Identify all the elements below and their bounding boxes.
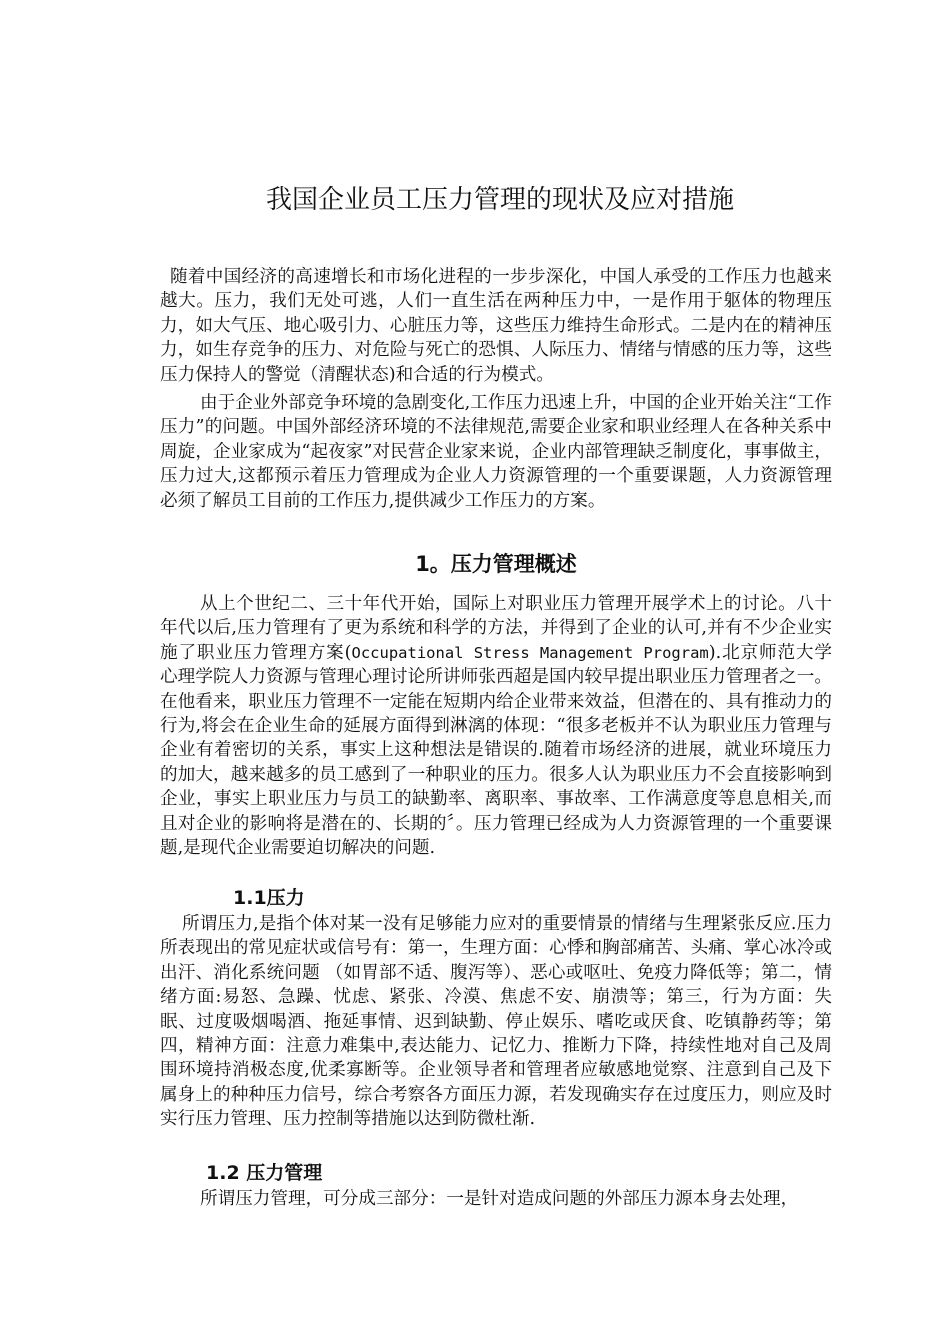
section-1-paragraph — [160, 592, 832, 860]
section-1-text-part1: 从上个世纪二、三十年代开始，国际上对职业压力管理开展学术上的讨论。八十年代以后,压力管理有了更为系统和科学的方法，并得到了企业的认可,并有不少企业实施了职业压力管理方案( — [160, 594, 832, 663]
section-1-text-part2: ).北京师范大学心理学院人力资源与管理心理讨论所讲师张西超是国内较早提出职业压力管理者之一。在他看来，职业压力管理不一定能在短期内给企业带来效益，但潜在的、具有推动力的行为,将会在企业生命的延展方面得到淋漓的体现：“很多老板并不认为职业压力管理与企业有着密切的关系，事实上这种想法是错误的.随着市场经济的进展，就业环境压力的加大，越来越多的员工感到了一种职业的压力。很多人认为职业压力不会直接影响到企业，事实上职业压力与员工的缺勤率、离职率、事故率、工作满意度等息息相关,而且对企业的影响将是潜在的、长期的〞。压力管理已经成为人力资源管理的一个重要课题,是现代企业需要迫切解决的问题. — [160, 642, 832, 859]
intro-paragraph-1: 随着中国经济的高速增长和市场化进程的一步步深化，中国人承受的工作压力也越来越大。压力，我们无处可逃，人们一直生活在两种压力中，一是作用于躯体的物理压力，如大气压、地心吸引力、心脏压力等，这些压力维持生命形式。二是内在的精神压力，如生存竞争的压力、对危险与死亡的恐惧、人际压力、情绪与情感的压力等，这些压力保持人的警觉（清醒状态)和合适的行为模式。 — [160, 267, 832, 385]
section-1-2-heading: 1.2 压力管理 — [206, 1162, 323, 1184]
section-1-1-paragraph: 所谓压力,是指个体对某一没有足够能力应对的重要情景的情绪与生理紧张反应.压力所表现出的常见症状或信号有：第一，生理方面：心悸和胸部痛苦、头痛、掌心冰冷或出汗、消化系统问题 （如胃部不适、腹泻等）、恶心或呕吐、免疫力降低等；第二，情绪方面:易怒、急躁、忧虑、紧张、冷漠、焦虑不安、崩溃等；第三，行为方面：失眠、过度吸烟喝酒、拖延事情、迟到缺勤、停止娱乐、嗜吃或厌食、吃镇静药等；第四，精神方面：注意力难集中,表达能力、记忆力、推断力下降，持续性地对自己及周围环境持消极态度,优柔寡断等。企业领导者和管理者应敏感地觉察、注意到自己及下属身上的种种压力信号，综合考察各方面压力源，若发现确实存在过度压力，则应及时实行压力管理、压力控制等措施以达到防微杜渐. — [160, 914, 832, 1130]
section-1-1-heading: 1.1压力 — [233, 887, 305, 909]
section-1-program-name: Occupational Stress Management Program — [351, 643, 709, 662]
section-1-heading: 1。压力管理概述 — [415, 552, 577, 576]
intro-paragraph-2: 由于企业外部竞争环境的急剧变化,工作压力迅速上升，中国的企业开始关注“工作压力”的问题。中国外部经济环境的不法律规范,需要企业家和职业经理人在各种关系中周旋，企业家成为“起夜家”对民营企业家来说，企业内部管理缺乏制度化，事事做主，压力过大,这都预示着压力管理成为企业人力资源管理的一个重要课题，人力资源管理必须了解员工目前的工作压力,提供减少工作压力的方案。 — [160, 393, 832, 511]
document-title: 我国企业员工压力管理的现状及应对措施 — [265, 185, 734, 215]
section-1-2-paragraph: 所谓压力管理，可分成三部分：一是针对造成问题的外部压力源本身去处理， — [200, 1189, 799, 1209]
